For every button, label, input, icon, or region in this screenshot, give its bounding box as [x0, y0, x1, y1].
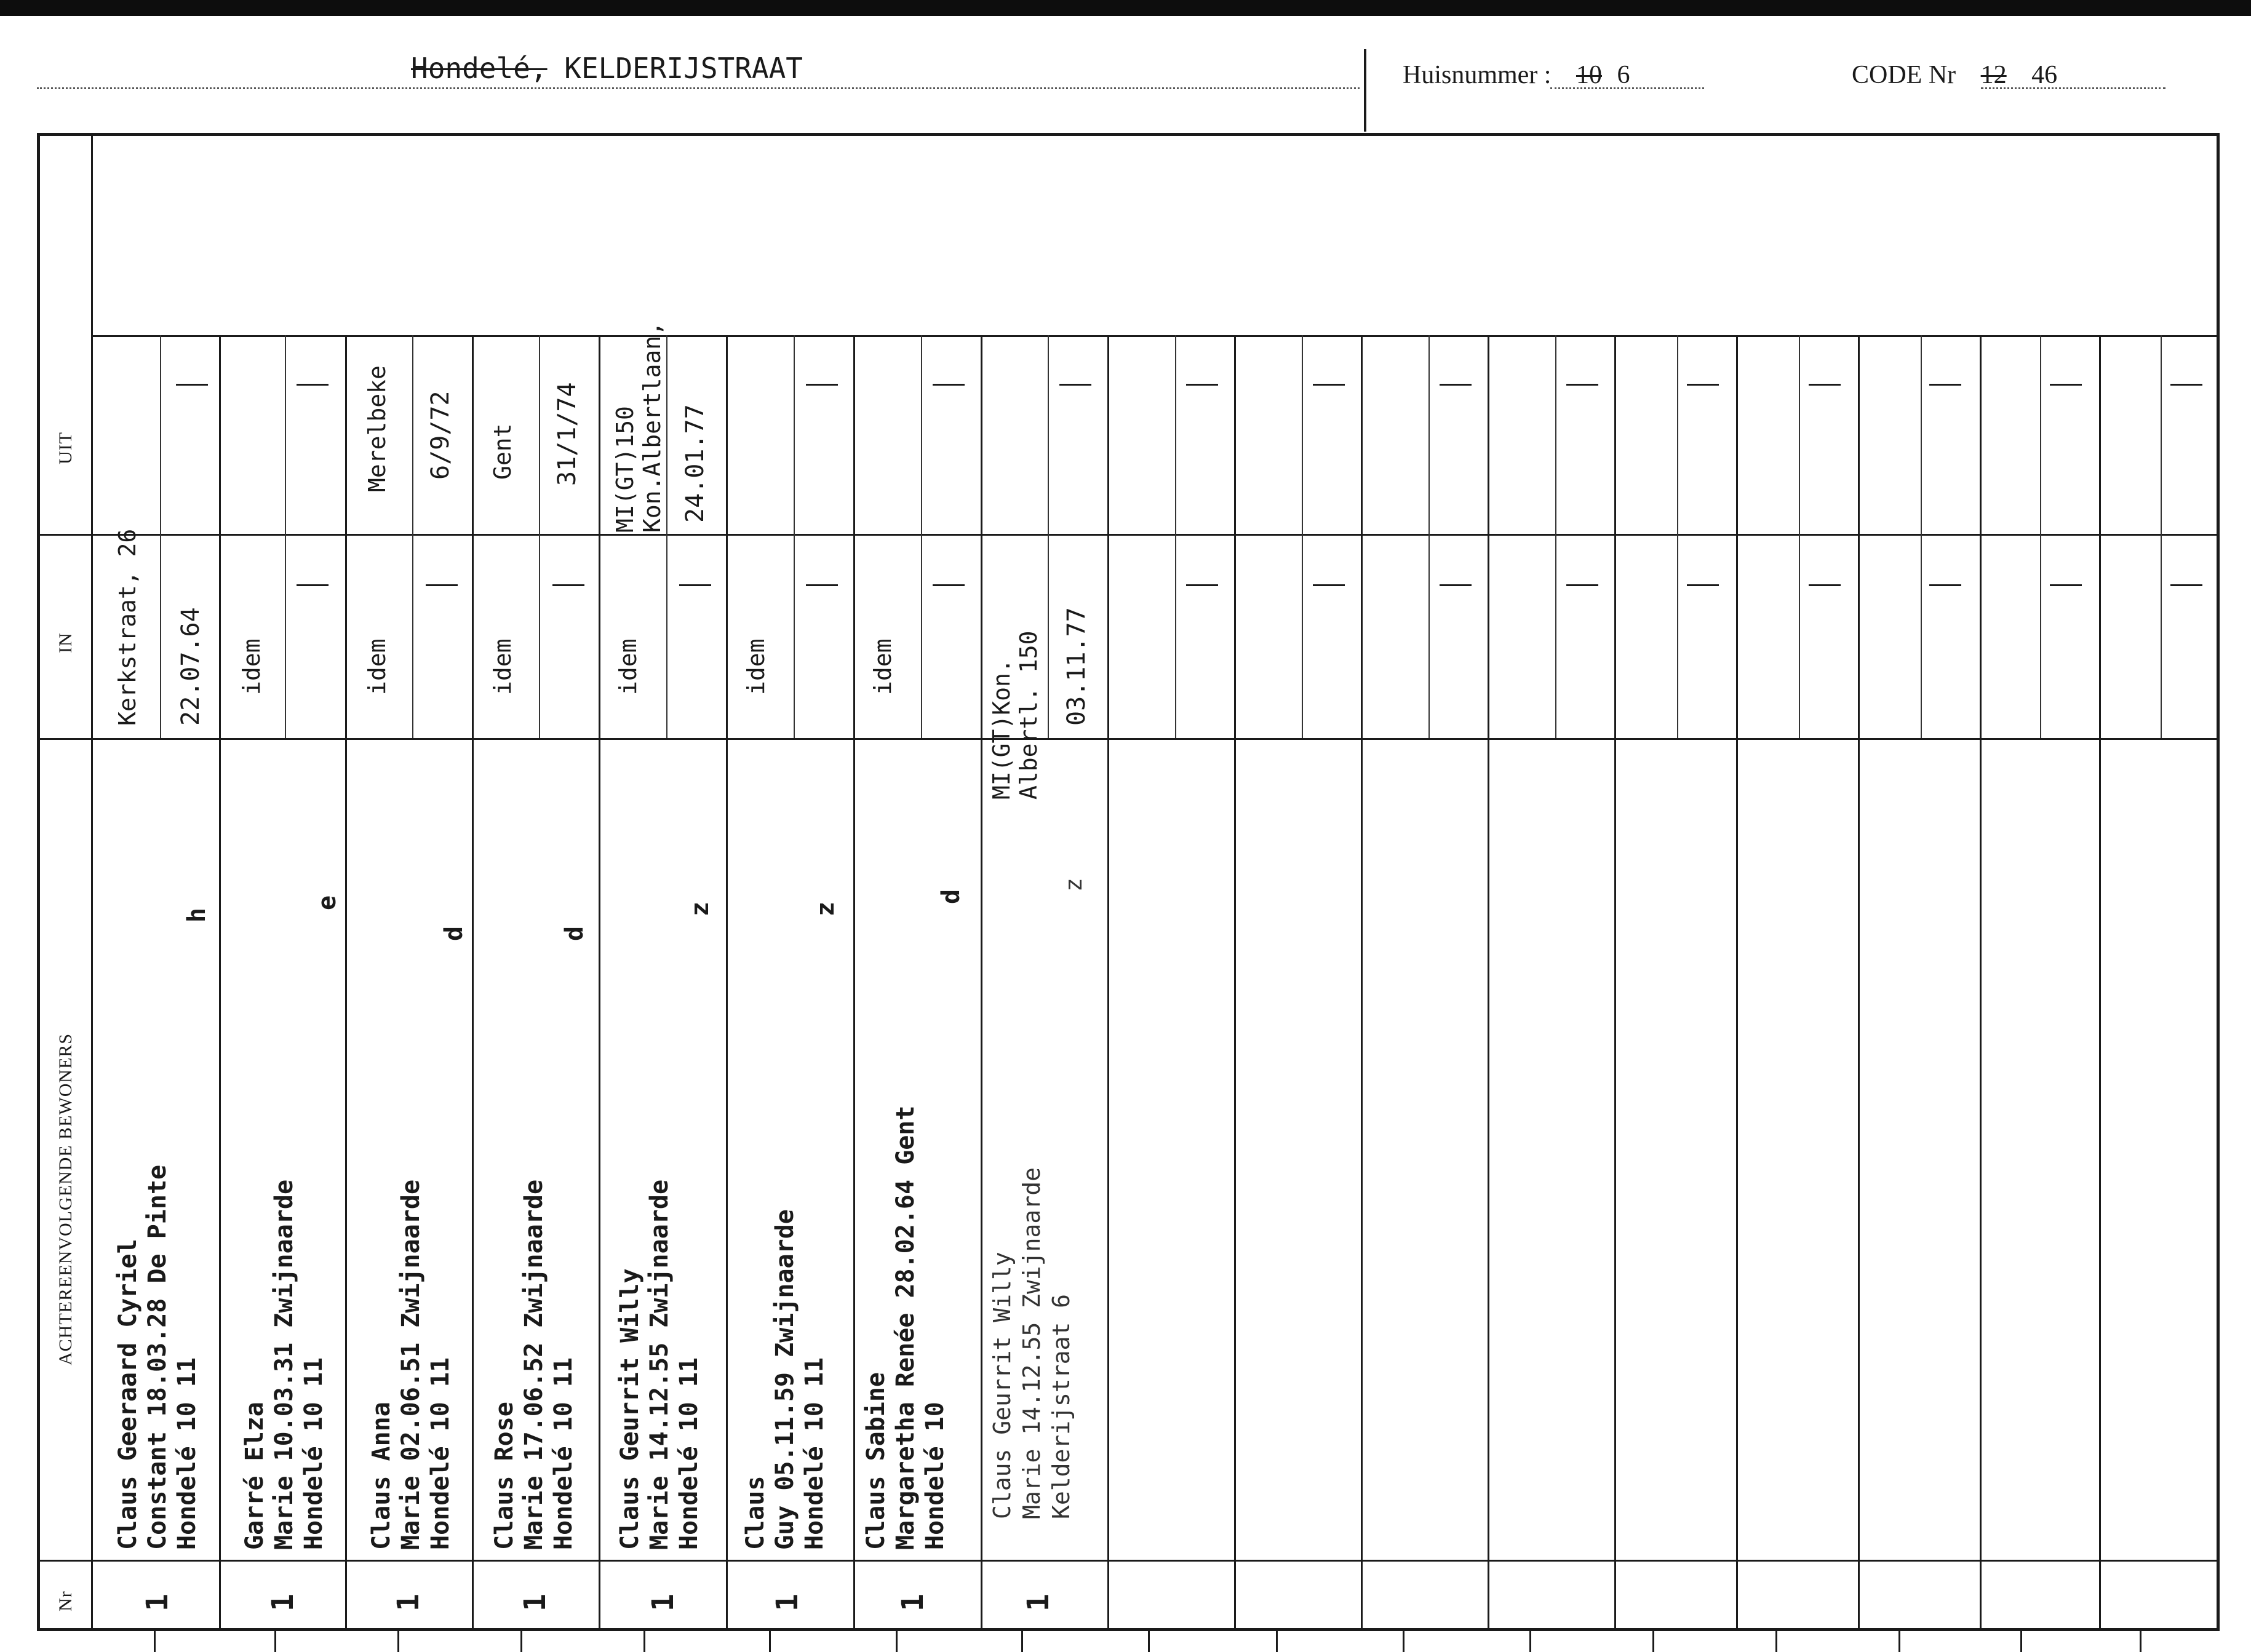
empty-dash	[2050, 584, 2082, 586]
col-sep	[599, 335, 600, 1631]
subcol-sep	[1428, 335, 1430, 738]
bottom-tick	[896, 1630, 898, 1652]
in-place: idem	[743, 638, 770, 695]
code-nr	[1852, 60, 2057, 90]
in-place: idem	[238, 638, 265, 695]
empty-dash	[933, 384, 965, 386]
in-place: idem	[364, 638, 391, 695]
subcol-sep	[1799, 335, 1800, 738]
resident-line1: Claus Rose	[490, 1402, 519, 1550]
empty-dash	[1313, 384, 1345, 386]
empty-dash	[806, 384, 838, 386]
code-label: CODE Nr	[1852, 61, 1956, 89]
in-band-top	[37, 534, 2218, 536]
resident-line2: Marie 14.12.55 Zwijnaarde	[645, 1179, 674, 1550]
empty-dash	[1566, 584, 1598, 586]
col-sep	[981, 335, 982, 1631]
bottom-tick	[2140, 1630, 2141, 1652]
empty-dash	[1809, 584, 1841, 586]
uit-date: 6/9/72	[426, 391, 455, 480]
col-sep	[219, 335, 221, 1631]
huisnummer-label: Huisnummer :	[1403, 61, 1552, 89]
col-sep	[1980, 335, 1982, 1631]
empty-dash	[1059, 384, 1091, 386]
bottom-tick	[2020, 1630, 2022, 1652]
empty-dash	[2050, 384, 2082, 386]
resident-sex: z	[1060, 878, 1087, 892]
resident-line2: Marie 02.06.51 Zwijnaarde	[397, 1179, 425, 1550]
resident-line1: Claus Geurrit Willy	[989, 1252, 1016, 1519]
resident-line3: Hondelé 10 11	[675, 1357, 703, 1550]
col-sep	[1614, 335, 1616, 1631]
uit-place: Gent	[489, 423, 516, 480]
label-column-border	[91, 133, 93, 1631]
resident-line2: Constant 18.03.28 De Pinte	[143, 1164, 172, 1550]
header-dotted-line	[37, 87, 1360, 89]
bottom-tick	[1898, 1630, 1900, 1652]
bottom-tick	[1529, 1630, 1531, 1652]
col-sep	[853, 335, 855, 1631]
resident-line3: Hondelé 10 11	[549, 1357, 578, 1550]
empty-dash	[1566, 384, 1598, 386]
empty-dash	[1186, 384, 1218, 386]
empty-dash	[1440, 584, 1472, 586]
street-name-current: KELDERIJSTRAAT	[564, 52, 803, 85]
col-sep	[1858, 335, 1860, 1631]
bottom-tick	[1652, 1630, 1654, 1652]
entry-nr: 1	[518, 1594, 552, 1611]
entry-nr: 1	[266, 1594, 300, 1611]
scan-top-edge	[0, 0, 2251, 16]
bottom-tick	[397, 1630, 399, 1652]
code-new: 46	[2031, 61, 2058, 89]
subcol-sep	[794, 335, 795, 738]
in-date: 22.07.64	[177, 607, 205, 726]
huisnummer-new: 6	[1617, 61, 1630, 89]
in-place: MI(GT)Kon. Albertl. 150	[988, 630, 1042, 800]
uit-date: 31/1/74	[553, 382, 581, 486]
col-sep	[2099, 335, 2101, 1631]
header-divider	[1364, 49, 1366, 132]
empty-dash	[806, 584, 838, 586]
entry-nr: 1	[391, 1594, 426, 1611]
resident-line2: Marie 17.06.52 Zwijnaarde	[520, 1179, 548, 1550]
subcol-sep	[160, 335, 161, 738]
empty-dash	[1313, 584, 1345, 586]
bewoners-band-top	[37, 738, 2218, 740]
resident-line1: Claus	[741, 1475, 770, 1550]
nr-band-top	[37, 1560, 2218, 1562]
resident-line3: Hondelé 10	[921, 1402, 949, 1550]
bottom-tick	[643, 1630, 645, 1652]
uit-date: 24.01.77	[681, 404, 709, 523]
empty-dash	[1929, 384, 1961, 386]
uit-column-label: UIT	[55, 432, 76, 464]
in-place: idem	[489, 638, 516, 695]
col-sep	[1736, 335, 1738, 1631]
col-sep	[1488, 335, 1489, 1631]
empty-dash	[2170, 384, 2202, 386]
empty-dash	[426, 584, 458, 586]
bottom-tick	[1403, 1630, 1404, 1652]
resident-line3: Hondelé 10 11	[173, 1357, 201, 1550]
empty-dash	[1929, 584, 1961, 586]
resident-line2: Margaretha Renée 28.02.64 Gent	[891, 1105, 920, 1550]
huisnummer	[1403, 60, 1630, 90]
subcol-sep	[921, 335, 922, 738]
register-table	[37, 133, 2220, 1631]
bottom-tick	[154, 1630, 156, 1652]
subcol-sep	[1302, 335, 1303, 738]
empty-dash	[1440, 384, 1472, 386]
uit-place: MI(GT)150 Kon.Albertlaan,	[612, 321, 666, 533]
subcol-sep	[1175, 335, 1176, 738]
resident-line1: Claus Sabine	[862, 1372, 890, 1550]
resident-line1: Garré Elza	[241, 1402, 269, 1550]
col-sep	[1361, 335, 1363, 1631]
col-sep	[472, 335, 474, 1631]
bewoners-column-label: ACHTEREENVOLGENDE BEWONERS	[55, 1033, 76, 1365]
empty-dash	[297, 584, 329, 586]
code-old: 12	[1980, 61, 2007, 89]
resident-sex: d	[440, 926, 468, 941]
empty-dash	[2170, 584, 2202, 586]
empty-dash	[176, 384, 208, 386]
nr-column-label: Nr	[55, 1590, 76, 1611]
subcol-sep	[1555, 335, 1556, 738]
entry-nr: 1	[140, 1594, 175, 1611]
empty-dash	[552, 584, 584, 586]
subcol-sep	[1921, 335, 1922, 738]
resident-line2: Marie 14.12.55 Zwijnaarde	[1018, 1167, 1045, 1519]
subcol-sep	[412, 335, 413, 738]
subcol-sep	[666, 335, 667, 738]
empty-dash	[1687, 584, 1719, 586]
resident-line2: Guy 05.11.59 Zwijnaarde	[771, 1209, 799, 1550]
huisnummer-old: 10	[1576, 61, 1602, 89]
in-place: idem	[615, 638, 642, 695]
bottom-tick	[520, 1630, 522, 1652]
resident-line3: Hondelé 10 11	[300, 1357, 328, 1550]
resident-line3: Hondelé 10 11	[800, 1357, 829, 1550]
in-place: Kerkstraat, 26	[114, 528, 141, 726]
street-name	[411, 52, 803, 85]
bottom-tick	[1148, 1630, 1150, 1652]
subcol-sep	[285, 335, 286, 738]
entry-nr: 1	[1021, 1594, 1056, 1611]
uit-place: Merelbeke	[364, 365, 391, 492]
col-sep	[345, 335, 347, 1631]
in-place: idem	[869, 638, 896, 695]
in-date: 03.11.77	[1062, 607, 1091, 726]
bottom-tick	[274, 1630, 276, 1652]
resident-sex: h	[183, 907, 211, 923]
empty-dash	[679, 584, 711, 586]
subcol-sep	[2040, 335, 2041, 738]
col-sep	[1107, 335, 1109, 1631]
entry-nr: 1	[770, 1594, 805, 1611]
bottom-tick	[769, 1630, 771, 1652]
resident-sex: z	[686, 901, 714, 916]
bottom-tick	[1276, 1630, 1278, 1652]
resident-sex: e	[313, 895, 341, 910]
resident-line1: Claus Anna	[367, 1402, 396, 1550]
col-sep	[726, 335, 728, 1631]
resident-line3: Hondelé 10 11	[426, 1357, 455, 1550]
bottom-tick	[1775, 1630, 1777, 1652]
bottom-tick	[1021, 1630, 1023, 1652]
street-name-struck: Hondelé,	[411, 52, 548, 85]
resident-line1: Claus Geeraard Cyriel	[114, 1239, 142, 1550]
entry-nr: 1	[646, 1594, 680, 1611]
resident-sex: z	[811, 901, 840, 916]
resident-line3: Kelderijstraat 6	[1048, 1293, 1075, 1519]
empty-dash	[1687, 384, 1719, 386]
resident-line1: Claus Geurrit Willy	[616, 1268, 644, 1550]
in-column-label: IN	[55, 632, 76, 653]
subcol-sep	[539, 335, 540, 738]
subcol-sep	[1048, 335, 1049, 738]
entry-nr: 1	[896, 1594, 930, 1611]
empty-dash	[297, 384, 329, 386]
uit-band-top	[92, 335, 2218, 337]
col-sep	[1234, 335, 1236, 1631]
subcol-sep	[2161, 335, 2162, 738]
resident-sex: d	[560, 926, 589, 941]
empty-dash	[1186, 584, 1218, 586]
resident-sex: d	[937, 889, 965, 904]
empty-dash	[1809, 384, 1841, 386]
empty-dash	[933, 584, 965, 586]
resident-line2: Marie 10.03.31 Zwijnaarde	[270, 1179, 298, 1550]
subcol-sep	[1677, 335, 1678, 738]
